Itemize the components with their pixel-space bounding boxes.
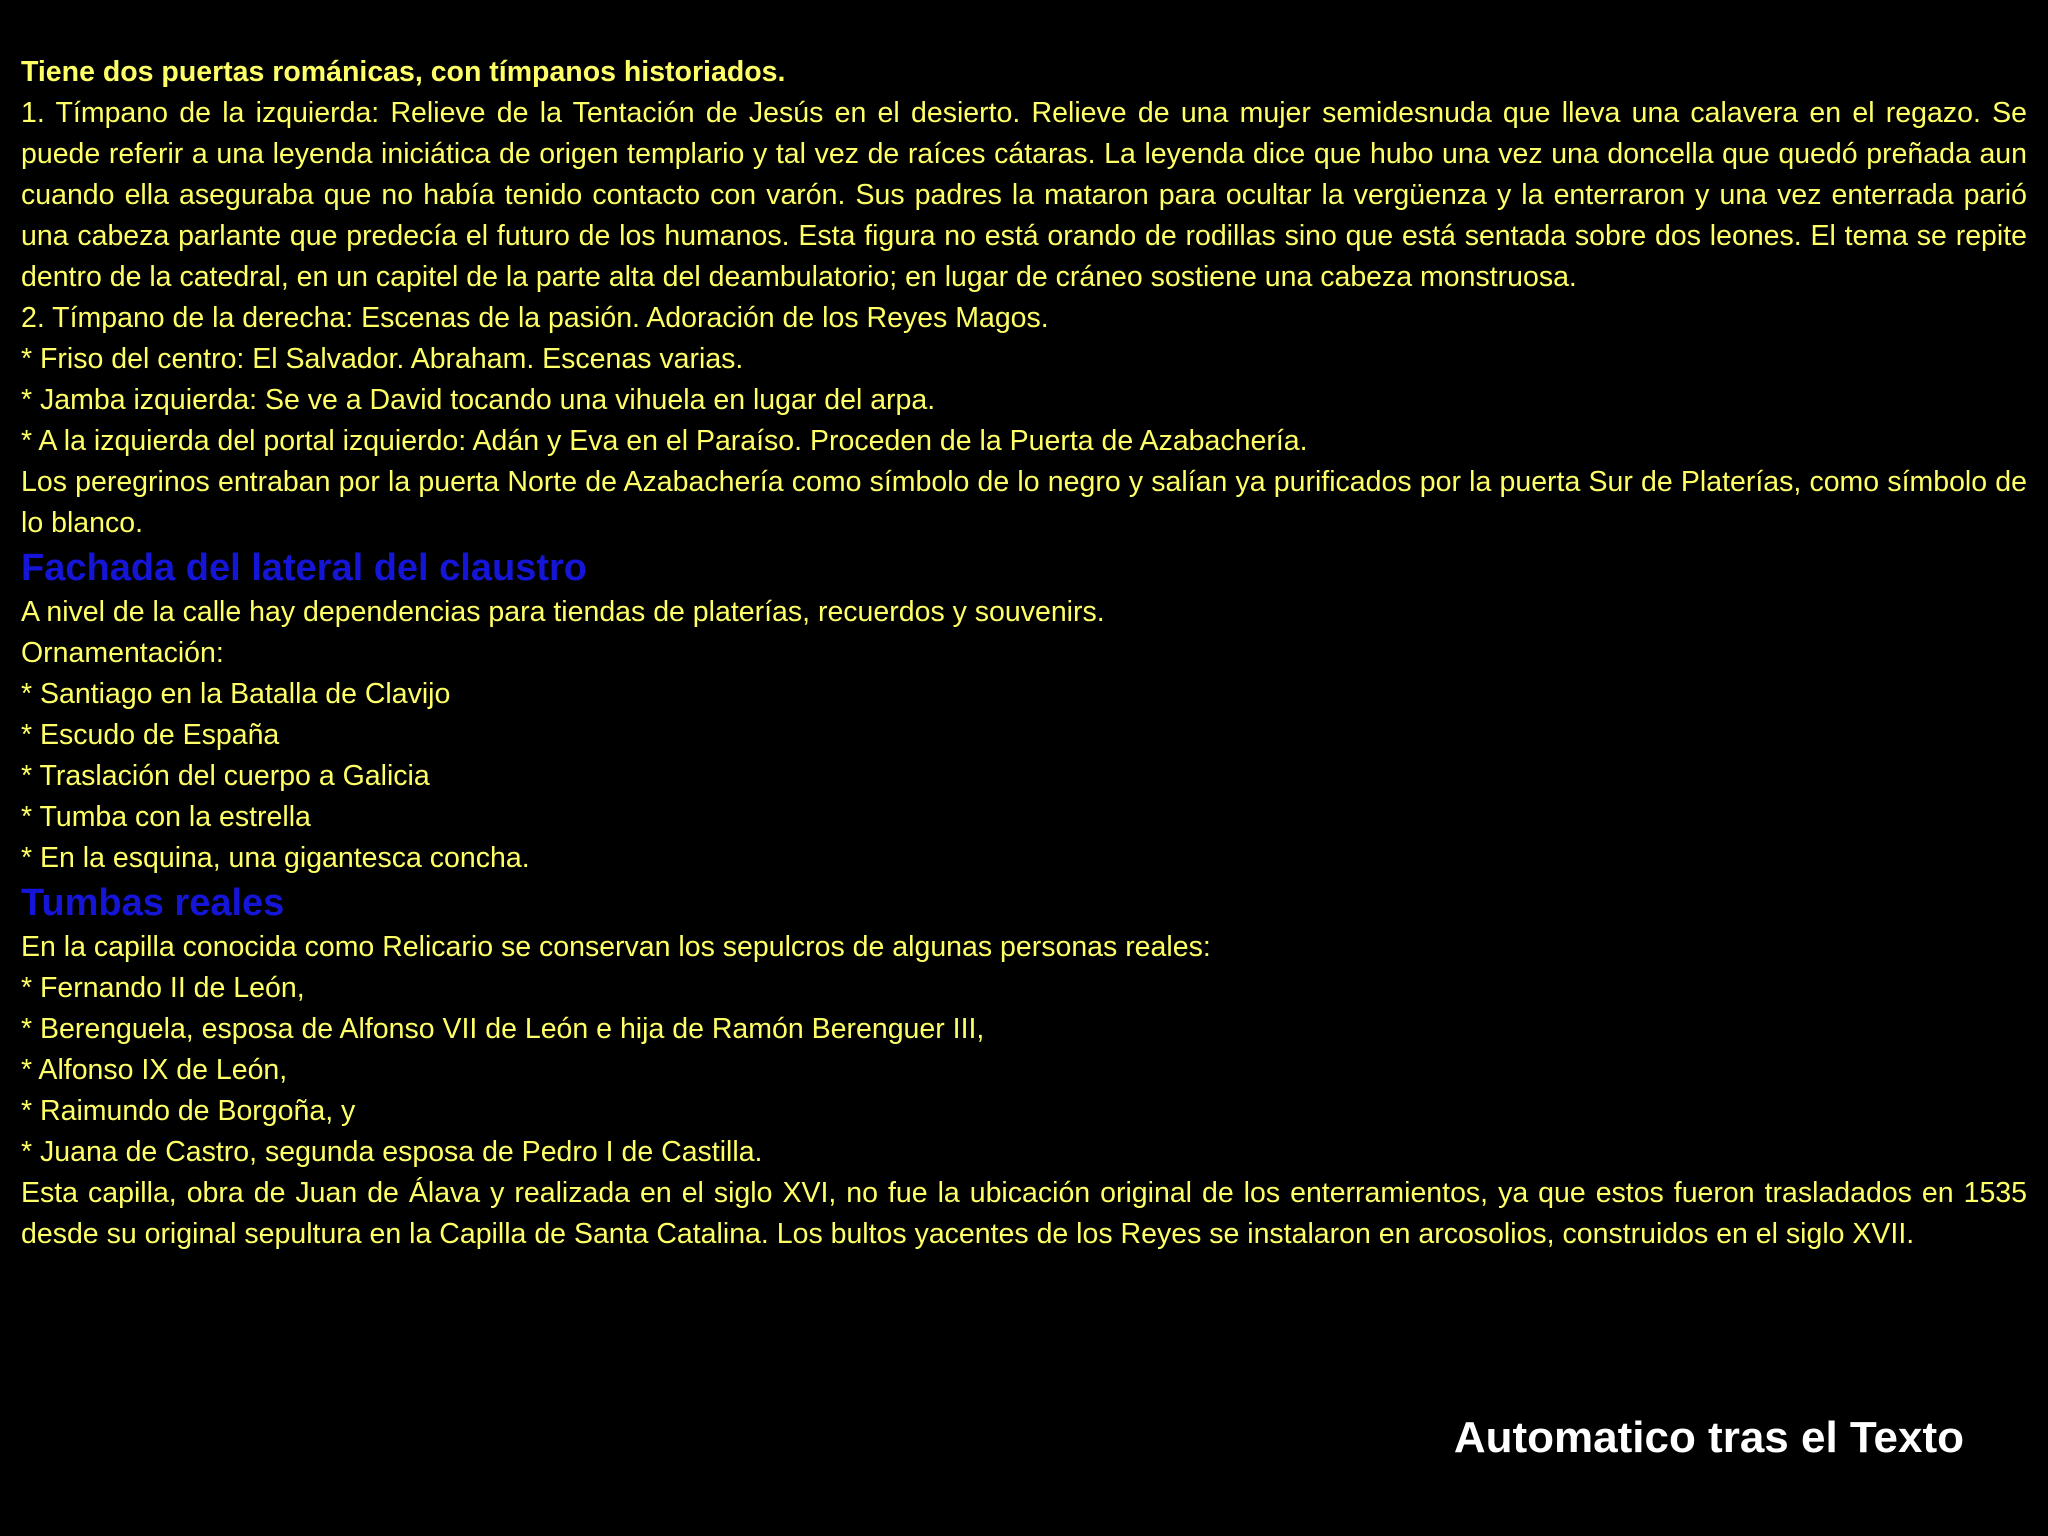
royal-tombs-closing: Esta capilla, obra de Juan de Álava y realizada en el siglo XVI, no fue la ubicación original de los enterramientos, ya que estos fueron trasladados en 1535 desde su original sepultura en la Capilla de Santa Catalina. Los bultos yacentes de los Reyes se instalaron en arcosolios, construidos en el siglo XVII.: [21, 1177, 2027, 1250]
street-level-paragraph: A nivel de la calle hay dependencias para tiendas de platerías, recuerdos y souvenirs.: [21, 596, 1105, 628]
royal-tomb-item: * Juana de Castro, segunda esposa de Pedro I de Castilla.: [21, 1136, 763, 1168]
portal-bullet: * Friso del centro: El Salvador. Abraham. Escenas varias.: [21, 343, 744, 375]
ornament-item: * Santiago en la Batalla de Clavijo: [21, 678, 451, 710]
autoplay-note: Automatico tras el Texto: [1453, 1413, 1964, 1462]
portal-bullet: * A la izquierda del portal izquierdo: Adán y Eva en el Paraíso. Proceden de la Puerta de Azabachería.: [21, 425, 1308, 457]
royal-tombs-heading: Tumbas reales: [21, 882, 285, 924]
royal-tombs-intro: En la capilla conocida como Relicario se conservan los sepulcros de algunas personas reales:: [21, 931, 1211, 963]
ornament-item: * En la esquina, una gigantesca concha.: [21, 842, 530, 874]
portal-bullet: * Jamba izquierda: Se ve a David tocando una vihuela en lugar del arpa.: [21, 384, 936, 416]
royal-tomb-item: * Berenguela, esposa de Alfonso VII de León e hija de Ramón Berenguer III,: [21, 1013, 985, 1045]
ornament-item: * Traslación del cuerpo a Galicia: [21, 760, 430, 792]
pilgrims-paragraph: Los peregrinos entraban por la puerta Norte de Azabachería como símbolo de lo negro y salían ya purificados por la puerta Sur de Platerías, como símbolo de lo blanco.: [21, 466, 2027, 539]
ornament-item: * Escudo de España: [21, 719, 280, 751]
right-tympanum-paragraph: 2. Tímpano de la derecha: Escenas de la pasión. Adoración de los Reyes Magos.: [21, 302, 1049, 334]
ornament-label: Ornamentación:: [21, 637, 224, 669]
ornament-item: * Tumba con la estrella: [21, 801, 311, 833]
left-tympanum-paragraph: 1. Tímpano de la izquierda: Relieve de la Tentación de Jesús en el desierto. Relieve de una mujer semidesnuda que lleva una calavera en el regazo. Se puede referir a una leyenda iniciática de origen templario y tal vez de raíces cátaras. La leyenda dice que hubo una vez una doncella que quedó preñada aun cuando ella aseguraba que no había tenido contacto con varón. Sus padres la mataron para ocultar la vergüenza y la enterraron y una vez enterrada parió una cabeza parlante que predecía el futuro de los humanos. Esta figura no está orando de rodillas sino que está sentada sobre dos leones. El tema se repite dentro de la catedral, en un capitel de la parte alta del deambulatorio; en lugar de cráneo sostiene una cabeza monstruosa.: [21, 97, 2027, 293]
royal-tomb-item: * Fernando II de León,: [21, 972, 305, 1004]
royal-tomb-item: * Alfonso IX de León,: [21, 1054, 288, 1086]
royal-tomb-item: * Raimundo de Borgoña, y: [21, 1095, 356, 1127]
portals-intro: Tiene dos puertas románicas, con tímpanos historiados.: [21, 56, 786, 88]
slide-content: [21, 52, 2027, 1255]
cloister-facade-heading: Fachada del lateral del claustro: [21, 547, 587, 589]
